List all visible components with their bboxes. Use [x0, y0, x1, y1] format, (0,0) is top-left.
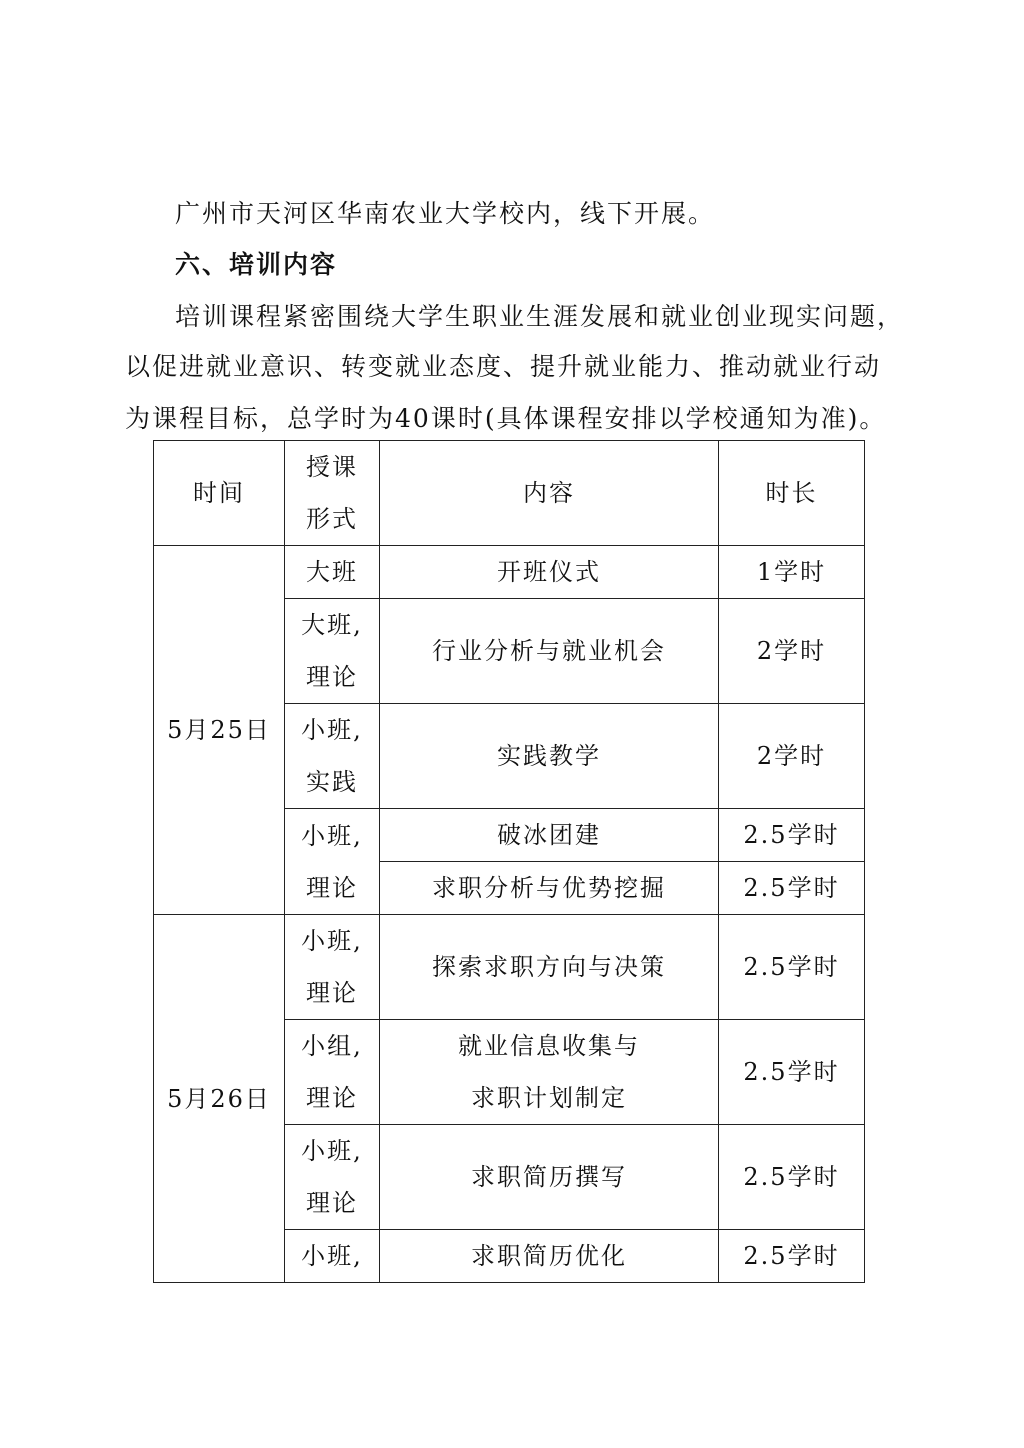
- content-line1: 就业信息收集与: [458, 1032, 640, 1060]
- header-time: 时间: [154, 441, 285, 546]
- content-cell: 求职简历撰写: [380, 1125, 719, 1230]
- content-cell: 求职简历优化: [380, 1230, 719, 1283]
- format-cell: [285, 1020, 380, 1125]
- location-paragraph: 广州市天河区华南农业大学校内，线下开展。: [175, 199, 716, 228]
- header-duration: 时长: [719, 441, 865, 546]
- header-format: [285, 441, 380, 546]
- format-line2: 实践: [306, 768, 358, 796]
- table-header-row: [154, 441, 865, 546]
- table-row: [154, 546, 865, 599]
- format-cell: 大班: [285, 546, 380, 599]
- format-line1: 小班,: [301, 1137, 363, 1165]
- content-cell: 求职分析与优势挖掘: [380, 862, 719, 915]
- duration-cell: 2学时: [719, 599, 865, 704]
- format-line1: 小班,: [301, 821, 363, 850]
- format-line1: 小班,: [301, 927, 363, 955]
- format-cell: [285, 1125, 380, 1230]
- duration-cell: 2.5学时: [719, 1230, 865, 1283]
- format-cell: [285, 915, 380, 1020]
- format-line2: 理论: [306, 1189, 358, 1217]
- duration-cell: 2.5学时: [719, 1020, 865, 1125]
- section-heading: 六、培训内容: [175, 250, 338, 279]
- duration-cell: 2.5学时: [719, 862, 865, 915]
- content-cell: 破冰团建: [380, 809, 719, 862]
- format-line1: 小组,: [301, 1032, 363, 1060]
- format-line2: 理论: [306, 663, 358, 691]
- format-line1: 大班,: [301, 611, 363, 639]
- format-line2: 理论: [306, 873, 358, 902]
- date-cell-day1: 5月25日: [154, 546, 285, 915]
- duration-cell: 2.5学时: [719, 809, 865, 862]
- format-line2: 理论: [306, 1084, 358, 1112]
- table-row: [154, 915, 865, 1020]
- duration-cell: 2学时: [719, 704, 865, 809]
- content-cell: 开班仪式: [380, 546, 719, 599]
- content-paragraph-line1: 培训课程紧密围绕大学生职业生涯发展和就业创业现实问题，: [175, 302, 905, 331]
- duration-cell: 2.5学时: [719, 1125, 865, 1230]
- header-format-line1: 授课: [306, 453, 358, 481]
- content-paragraph-line2: 以促进就业意识、转变就业态度、提升就业能力、推动就业行动: [125, 352, 882, 381]
- header-content: 内容: [380, 441, 719, 546]
- format-line1: 小班,: [301, 716, 363, 744]
- content-cell: 行业分析与就业机会: [380, 599, 719, 704]
- duration-cell: 1学时: [719, 546, 865, 599]
- content-line2: 求职计划制定: [471, 1084, 627, 1112]
- format-cell: [285, 809, 380, 915]
- content-cell: [380, 1020, 719, 1125]
- duration-cell: 2.5学时: [719, 915, 865, 1020]
- content-cell: 探索求职方向与决策: [380, 915, 719, 1020]
- format-line2: 理论: [306, 979, 358, 1007]
- content-paragraph-line3: 为课程目标，总学时为40课时(具体课程安排以学校通知为准)。: [125, 404, 887, 433]
- format-cell: [285, 599, 380, 704]
- format-cell: [285, 704, 380, 809]
- header-format-line2: 形式: [306, 505, 358, 533]
- content-cell: 实践教学: [380, 704, 719, 809]
- schedule-table: [153, 440, 865, 1283]
- date-cell-day2: 5月26日: [154, 915, 285, 1283]
- format-cell: 小班,: [285, 1230, 380, 1283]
